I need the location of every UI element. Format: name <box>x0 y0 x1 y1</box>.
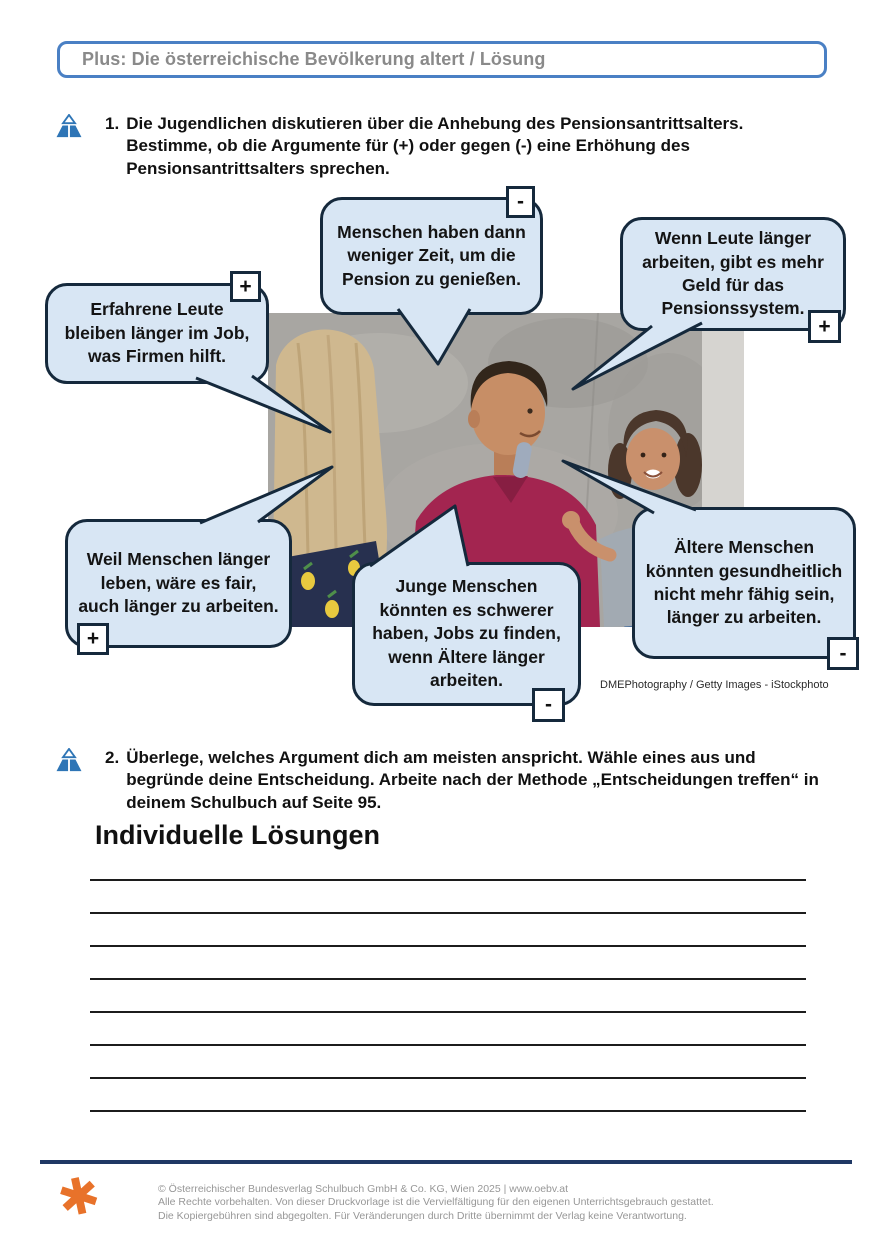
footer-copyright <box>158 1183 714 1223</box>
writing-line <box>90 947 806 980</box>
footer-divider <box>40 1160 852 1164</box>
plus-badge: + <box>77 623 109 655</box>
plus-badge: + <box>808 310 841 343</box>
oebv-logo-icon: ✱ <box>52 1165 106 1229</box>
task-2-text: Überlege, welches Argument dich am meisten anspricht. Wähle eines aus und begründe deine Entscheidung. Arbeite nach der Methode „Entscheidungen treffen“ in deinem Schulbuch auf Seite 95. <box>126 748 819 812</box>
writing-line <box>90 1079 806 1112</box>
writing-lines-area <box>90 848 806 1112</box>
bubble-youth-jobs <box>352 562 581 706</box>
writing-line <box>90 1046 806 1079</box>
task-2-number: 2. <box>105 748 120 767</box>
bubble-text: Menschen haben dann weniger Zeit, um die Pension zu genießen. <box>337 221 526 289</box>
bubble-text: Wenn Leute länger arbeiten, gibt es mehr Geld für das Pensionssystem. <box>642 228 824 319</box>
bubble-health <box>632 507 856 659</box>
writing-line <box>90 914 806 947</box>
bubble-text: Ältere Menschen könnten gesundheitlich nicht mehr fähig sein, länger zu arbeiten. <box>645 537 843 628</box>
writing-line <box>90 1013 806 1046</box>
task-1-text: Die Jugendlichen diskutieren über die Anhebung des Pensionsantrittsalters. Bestimme, ob die Argumente für (+) oder gegen (-) eine Erhöhung des Pensionsantrittsalters sprechen. <box>126 114 744 178</box>
solution-heading: Individuelle Lösungen <box>95 820 381 850</box>
task-pyramid-icon <box>55 748 83 772</box>
title-box <box>57 41 827 78</box>
minus-badge: - <box>532 688 565 722</box>
page-title: Plus: Die österreichische Bevölkerung altert / Lösung <box>82 49 546 69</box>
photo-credit: DMEPhotography / Getty Images - iStockphoto <box>600 679 829 691</box>
minus-badge: - <box>506 186 535 218</box>
footer-line-3: Die Kopiergebühren sind abgegolten. Für Veränderungen durch Dritte übernimmt der Verlag keine Verantwortung. <box>158 1209 687 1222</box>
footer-line-2: Alle Rechte vorbehalten. Von dieser Druckvorlage ist die Vervielfältigung für den eigenen Unterrichtsgebrauch gestattet. <box>158 1196 714 1209</box>
writing-line <box>90 848 806 881</box>
task-pyramid-icon <box>55 114 83 138</box>
task-1 <box>105 113 826 180</box>
task-1-number: 1. <box>105 114 120 133</box>
minus-badge: - <box>827 637 859 670</box>
bubble-text: Junge Menschen könnten es schwerer haben, Jobs zu finden, wenn Ältere länger arbeiten. <box>372 576 561 691</box>
footer-line-1: © Österreichischer Bundesverlag Schulbuch GmbH & Co. KG, Wien 2025 | www.oebv.at <box>158 1183 569 1195</box>
bubble-text: Weil Menschen länger leben, wäre es fair, auch länger zu arbeiten. <box>78 549 279 617</box>
bubble-text: Erfahrene Leute bleiben länger im Job, was Firmen hilft. <box>64 299 250 367</box>
writing-line <box>90 980 806 1013</box>
writing-line <box>90 881 806 914</box>
plus-badge: + <box>230 271 261 302</box>
task-2 <box>105 747 826 814</box>
